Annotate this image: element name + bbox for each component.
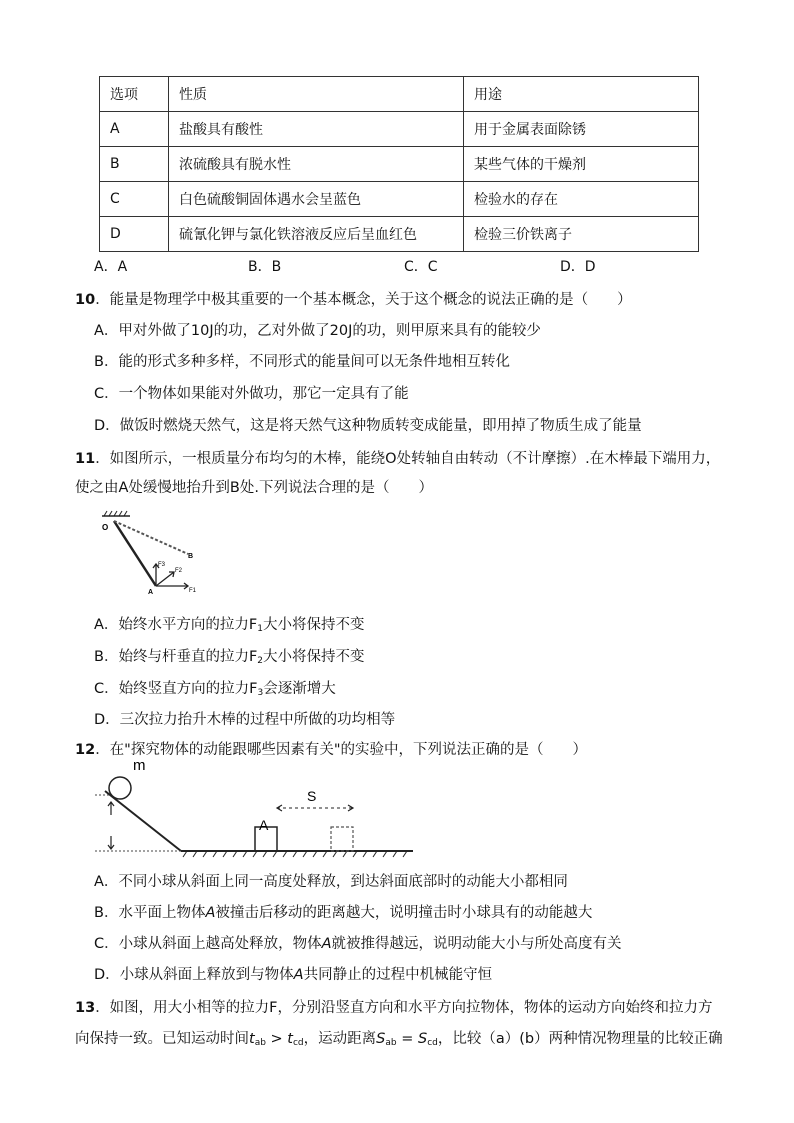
question-text: ，比较（a）(b）两种情况物理量的比较正确 xyxy=(437,1031,723,1047)
table-header-cell: 用途 xyxy=(464,77,699,112)
table-cell: D xyxy=(100,217,169,252)
option-text: 就被推得越远，说明动能大小与所处高度有关 xyxy=(331,936,622,952)
table-cell: 浓硫酸具有脱水性 xyxy=(169,147,464,182)
properties-table xyxy=(99,76,699,252)
question-text: ．如图，用大小相等的拉力F，分别沿竖直方向和水平方向拉物体，物体的运动方向始终和拉力方 xyxy=(95,1000,713,1016)
table-header-cell: 选项 xyxy=(100,77,169,112)
question-number: 11 xyxy=(75,451,96,467)
q10-stem xyxy=(75,288,632,309)
subscript: 3 xyxy=(257,688,264,698)
lever-figure xyxy=(98,510,208,595)
table-row xyxy=(100,182,699,217)
table-cell: B xyxy=(100,147,169,182)
option-text: C．始终竖直方向的拉力F xyxy=(94,681,258,697)
label-o: O xyxy=(102,523,109,532)
label-m: m xyxy=(133,758,146,774)
question-number: 12 xyxy=(75,742,96,758)
q12-option-a[interactable]: A．不同小球从斜面上同一高度处释放，到达斜面底部时的动能大小都相同 xyxy=(94,874,568,890)
table-header-row xyxy=(100,77,699,112)
table-cell: C xyxy=(100,182,169,217)
option-text: B．始终与杆垂直的拉力F xyxy=(94,649,258,665)
q13-stem-line2 xyxy=(75,1027,723,1048)
option-c[interactable]: C．C xyxy=(404,259,438,275)
question-text: ．如图所示，一根质量分布均匀的木棒，能绕O处转轴自由转动（不计摩擦）.在木棒最下端用力， xyxy=(95,451,721,467)
table-cell: 白色硫酸铜固体遇水会呈蓝色 xyxy=(169,182,464,217)
variable: A xyxy=(293,967,304,983)
table-cell: 检验水的存在 xyxy=(464,182,699,217)
q12-option-c[interactable] xyxy=(94,932,622,953)
subscript: ab xyxy=(254,1038,266,1048)
variable: t xyxy=(287,1031,293,1047)
q10-option-b[interactable]: B．能的形式多种多样，不同形式的能量间可以无条件地相互转化 xyxy=(94,354,510,370)
option-text: 会逐渐增大 xyxy=(263,681,336,697)
question-text: 向保持一致。已知运动时间 xyxy=(75,1031,249,1047)
q11-option-b[interactable] xyxy=(94,645,365,666)
force-f2-arrow xyxy=(156,572,174,586)
option-text: A．始终水平方向的拉力F xyxy=(94,617,258,633)
table-cell: A xyxy=(100,112,169,147)
label-s: S xyxy=(307,788,317,804)
q11-option-c[interactable] xyxy=(94,677,336,698)
operator: = xyxy=(396,1031,418,1047)
subscript: ab xyxy=(385,1038,397,1048)
option-text: 共同静止的过程中机械能守恒 xyxy=(303,967,493,983)
option-text: D．小球从斜面上释放到与物体 xyxy=(94,967,294,983)
q12-stem xyxy=(75,738,587,759)
variable: S xyxy=(417,1031,428,1047)
label-f2: F2 xyxy=(175,568,183,574)
q12-option-d[interactable] xyxy=(94,963,492,984)
question-number: 13 xyxy=(75,1000,96,1016)
variable: t xyxy=(249,1031,255,1047)
q13-stem xyxy=(75,996,713,1017)
option-d[interactable]: D．D xyxy=(560,259,596,275)
option-b[interactable]: B．B xyxy=(248,259,282,275)
question-text: ．在"探究物体的动能跟哪些因素有关"的实验中，下列说法正确的是（ ） xyxy=(95,742,588,758)
table-cell: 盐酸具有酸性 xyxy=(169,112,464,147)
table-cell: 某些气体的干燥剂 xyxy=(464,147,699,182)
label-f1: F1 xyxy=(189,588,197,594)
variable: A xyxy=(205,905,216,921)
q10-option-a[interactable]: A．甲对外做了10J的功，乙对外做了20J的功，则甲原来具有的能较少 xyxy=(94,323,541,339)
option-text: B．水平面上物体 xyxy=(94,905,206,921)
q10-option-d[interactable]: D．做饭时燃烧天然气，这是将天然气这种物质转变成能量，即用掉了物质生成了能量 xyxy=(94,418,642,434)
subscript: cd xyxy=(292,1038,304,1048)
q12-option-b[interactable] xyxy=(94,901,592,922)
table-row xyxy=(100,217,699,252)
table-row xyxy=(100,147,699,182)
option-text: 大小将保持不变 xyxy=(263,617,365,633)
q9-options xyxy=(94,256,714,276)
subscript: cd xyxy=(427,1038,438,1048)
subscript: 1 xyxy=(257,624,263,634)
label-a: A xyxy=(259,817,269,833)
variable: A xyxy=(321,936,332,952)
table-cell: 用于金属表面除锈 xyxy=(464,112,699,147)
option-text: 大小将保持不变 xyxy=(263,649,365,665)
block-a-moved xyxy=(331,827,353,851)
q11-stem xyxy=(75,447,720,468)
option-a[interactable]: A．A xyxy=(94,259,128,275)
variable: S xyxy=(376,1031,386,1047)
question-text: ．能量是物理学中极其重要的一个基本概念，关于这个概念的说法正确的是（ ） xyxy=(95,292,632,308)
q11-option-d[interactable]: D．三次拉力抬升木棒的过程中所做的功均相等 xyxy=(94,712,396,728)
option-text: C．小球从斜面上越高处释放，物体 xyxy=(94,936,322,952)
label-b: B xyxy=(188,553,194,560)
q11-stem-line2: 使之由A处缓慢地抬升到B处.下列说法合理的是（ ） xyxy=(75,480,433,496)
incline-slope xyxy=(105,791,181,851)
incline-figure xyxy=(95,758,415,860)
q11-option-a[interactable] xyxy=(94,613,365,634)
label-f3: F3 xyxy=(158,562,166,568)
table-cell: 硫氰化钾与氯化铁溶液反应后呈血红色 xyxy=(169,217,464,252)
question-text: ，运动距离 xyxy=(303,1031,377,1047)
table-cell: 检验三价铁离子 xyxy=(464,217,699,252)
operator: > xyxy=(265,1031,288,1047)
rod-position-a xyxy=(114,521,156,586)
question-number: 10 xyxy=(75,292,96,308)
subscript: 2 xyxy=(257,656,264,666)
label-a: A xyxy=(148,589,154,595)
option-text: 被撞击后移动的距离越大，说明撞击时小球具有的动能越大 xyxy=(215,905,593,921)
table-row xyxy=(100,112,699,147)
table-header-cell: 性质 xyxy=(169,77,464,112)
q10-option-c[interactable]: C．一个物体如果能对外做功，那它一定具有了能 xyxy=(94,386,409,402)
